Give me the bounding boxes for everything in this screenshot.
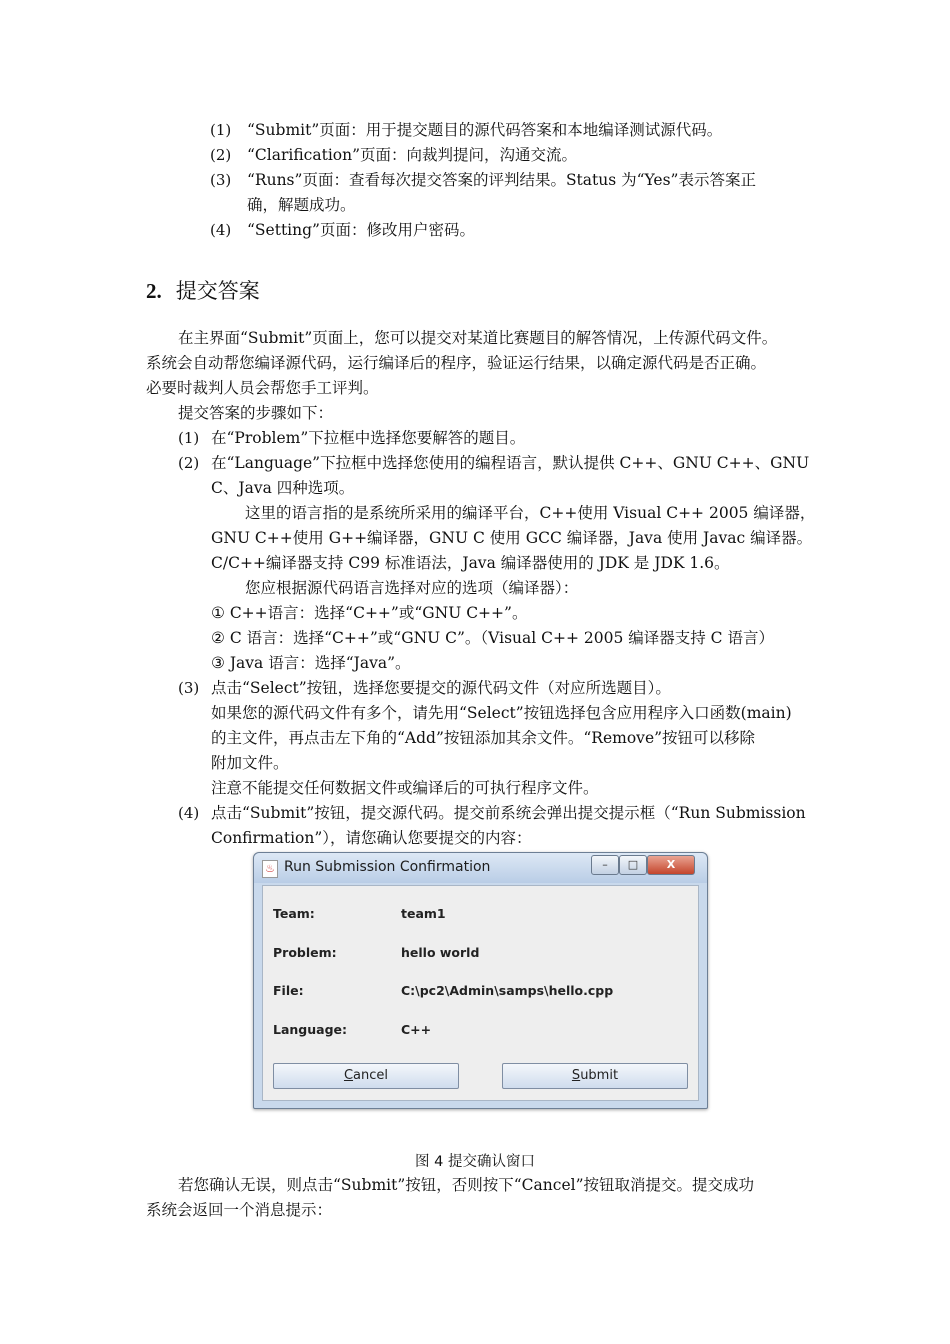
dialog-body	[262, 885, 699, 1101]
list-item: “Clarification”页面：向裁判提问，沟通交流。	[247, 146, 578, 164]
cancel-mnemonic: C	[343, 1068, 354, 1083]
step-number: (2)	[178, 454, 200, 472]
submit-mnemonic: S	[571, 1068, 581, 1083]
list-item-continuation: 确，解题成功。	[247, 196, 356, 214]
step-number: (3)	[178, 679, 200, 697]
choice-item: ③ Java 语言：选择“Java”。	[211, 654, 411, 672]
choice-item: ① C++语言：选择“C++”或“GNU C++”。	[211, 604, 528, 622]
paragraph-line: 系统会自动帮您编译源代码，运行编译后的程序，验证运行结果，以确定源代码是否正确。	[146, 354, 767, 372]
step-text: 在“Problem”下拉框中选择您要解答的题目。	[211, 429, 526, 447]
step-text: 在“Language”下拉框中选择您使用的编程语言，默认提供 C++、GNU C++、GNU	[211, 454, 810, 472]
section-title: 提交答案	[175, 279, 260, 303]
file-label: File:	[273, 983, 304, 998]
list-item: “Runs”页面：查看每次提交答案的评判结果。Status 为“Yes”表示答案正	[247, 171, 756, 189]
file-value: C:\pc2\Admin\samps\hello.cpp	[401, 983, 614, 998]
figure-caption: 图 4 提交确认窗口	[415, 1154, 535, 1170]
dialog-titlebar	[254, 853, 707, 883]
choice-item: ② C 语言：选择“C++”或“GNU C”。（Visual C++ 2005 编译器支持 C 语言）	[211, 629, 774, 647]
team-label: Team:	[273, 906, 315, 921]
cancel-button[interactable]	[273, 1063, 459, 1089]
paragraph-line: 系统会返回一个消息提示：	[146, 1201, 333, 1219]
step-text: C、Java 四种选项。	[211, 479, 355, 497]
dialog-title: Run Submission Confirmation	[284, 859, 491, 875]
step-text: GNU C++使用 G++编译器，GNU C 使用 GCC 编译器，Java 使用 Javac 编译器。	[211, 529, 813, 547]
list-number: (3)	[210, 171, 232, 189]
step-text: 注意不能提交任何数据文件或编译后的可执行程序文件。	[211, 779, 599, 797]
list-number: (4)	[210, 221, 232, 239]
step-text: 这里的语言指的是系统所采用的编译平台，C++使用 Visual C++ 2005 编译器，	[245, 504, 816, 522]
step-text: C/C++编译器支持 C99 标准语法，Java 编译器使用的 JDK 是 JDK 1.6。	[211, 554, 730, 572]
team-value: team1	[401, 906, 446, 921]
paragraph-line: 在主界面“Submit”页面上，您可以提交对某道比赛题目的解答情况，上传源代码文件。	[178, 329, 778, 347]
step-text: 如果您的源代码文件有多个，请先用“Select”按钮选择包含应用程序入口函数(main)	[211, 704, 792, 722]
step-text: 点击“Select”按钮，选择您要提交的源代码文件（对应所选题目）。	[211, 679, 671, 697]
run-submission-confirmation-dialog	[253, 852, 708, 1109]
language-value: C++	[401, 1022, 432, 1037]
list-item: “Setting”页面：修改用户密码。	[247, 221, 475, 239]
paragraph-line: 提交答案的步骤如下：	[178, 404, 334, 422]
maximize-button[interactable]: □	[619, 855, 647, 875]
close-button[interactable]: X	[647, 855, 695, 875]
section-number: 2.	[146, 279, 162, 303]
step-text: 您应根据源代码语言选择对应的选项（编译器）：	[245, 579, 579, 597]
step-number: (4)	[178, 804, 200, 822]
submit-button[interactable]	[502, 1063, 688, 1089]
step-number: (1)	[178, 429, 200, 447]
step-text: 点击“Submit”按钮，提交源代码。提交前系统会弹出提交提示框（“Run Submission	[211, 804, 806, 822]
paragraph-line: 必要时裁判人员会帮您手工评判。	[146, 379, 379, 397]
java-cup-icon: ♨	[262, 860, 278, 878]
minimize-button[interactable]: –	[591, 855, 619, 875]
problem-value: hello world	[401, 945, 480, 960]
step-text: 的主文件，再点击左下角的“Add”按钮添加其余文件。“Remove”按钮可以移除	[211, 729, 756, 747]
paragraph-line: 若您确认无误，则点击“Submit”按钮，否则按下“Cancel”按钮取消提交。提交成功	[178, 1176, 754, 1194]
section-heading	[146, 277, 260, 305]
list-number: (1)	[210, 121, 232, 139]
list-item: “Submit”页面：用于提交题目的源代码答案和本地编译测试源代码。	[247, 121, 723, 139]
step-text: 附加文件。	[211, 754, 289, 772]
problem-label: Problem:	[273, 945, 337, 960]
step-text: Confirmation”），请您确认您要提交的内容：	[211, 829, 532, 847]
list-number: (2)	[210, 146, 232, 164]
cancel-label-rest: ancel	[353, 1068, 389, 1083]
language-label: Language:	[273, 1022, 348, 1037]
submit-label-rest: ubmit	[580, 1068, 619, 1083]
